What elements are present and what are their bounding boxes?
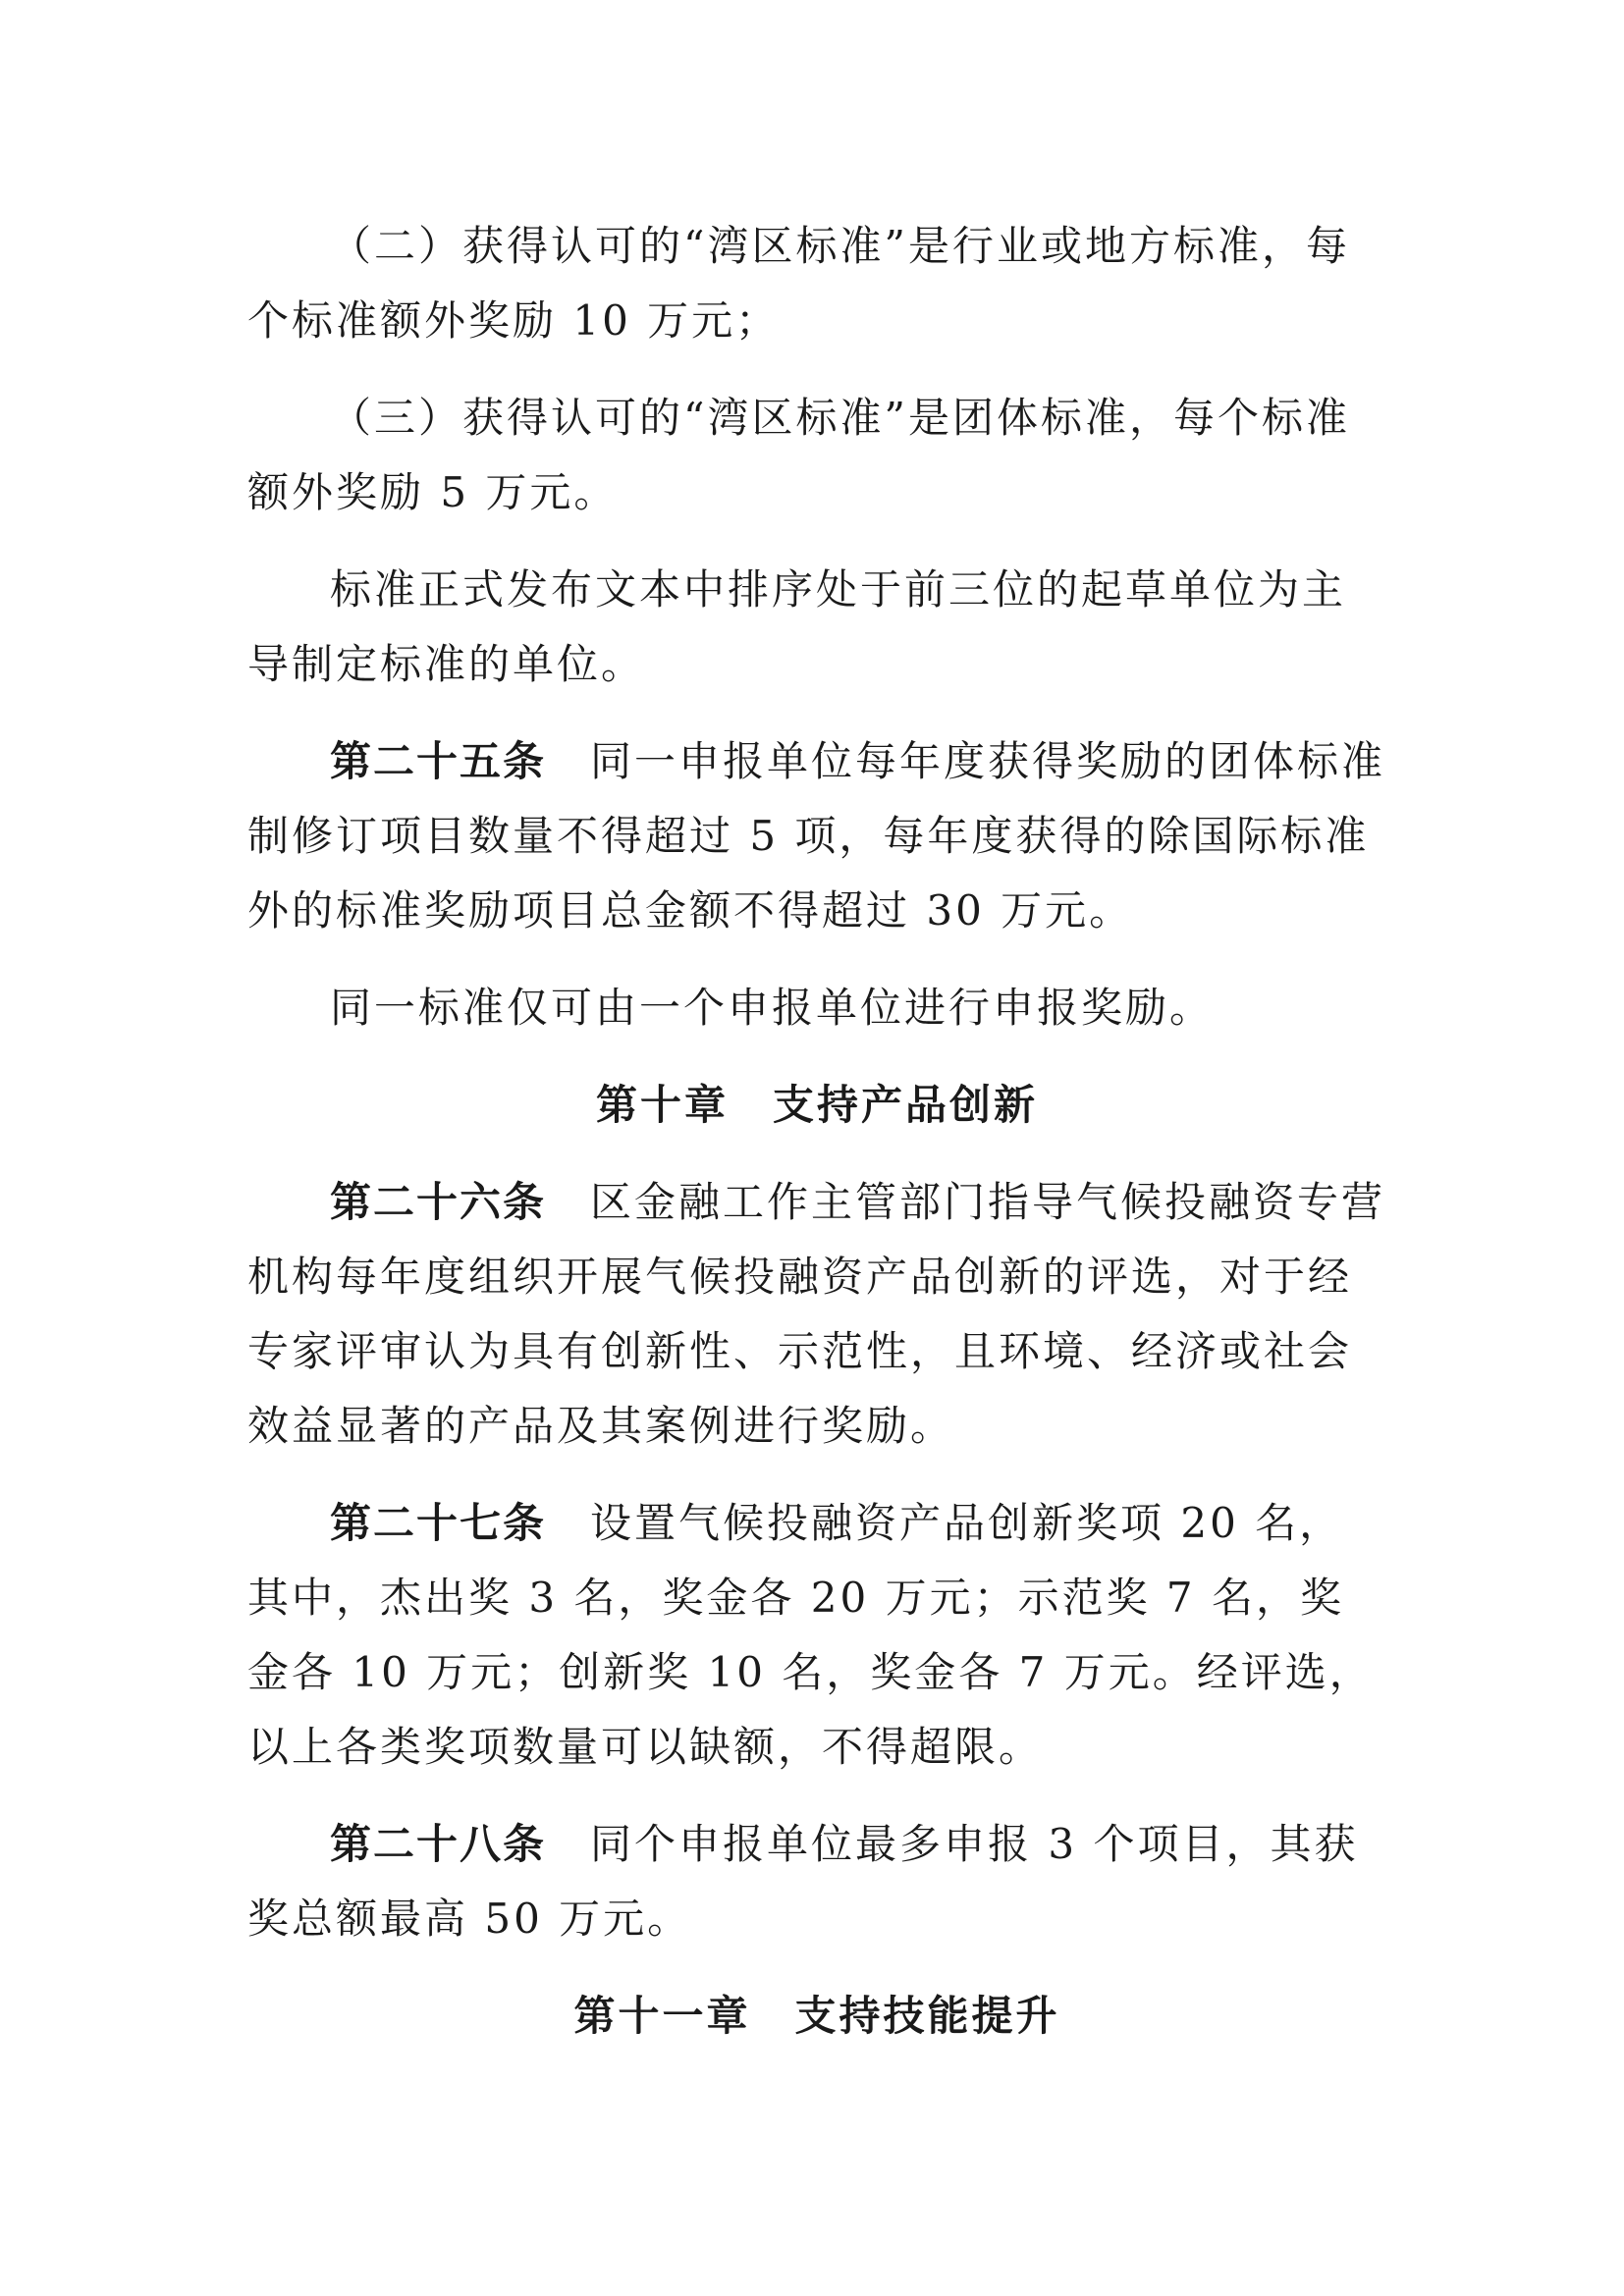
article-27: [247, 1486, 1386, 1785]
paragraph-single-applicant: 同一标准仅可由一个申报单位进行申报奖励。: [330, 984, 1215, 1032]
paragraph-lead-drafter: 标准正式发布文本中排序处于前三位的起草单位为主导制定标准的单位。: [247, 565, 1347, 688]
paragraph-clause-3: （三）获得认可的“湾区标准”是团体标准，每个标准额外奖励 5 万元。: [247, 394, 1350, 516]
article-26-text: 区金融工作主管部门指导气候投融资专营机构每年度组织开展气候投融资产品创新的评选，对于经专家评审认为具有创新性、示范性，且环境、经济或社会效益显著的产品及其案例进行奖励。: [247, 1178, 1386, 1450]
article-28: [247, 1807, 1386, 1956]
article-25: [247, 724, 1386, 948]
chapter-10-heading: 第十章 支持产品创新: [595, 1081, 1038, 1129]
document-body: [247, 209, 1386, 2076]
article-28-text: 同个申报单位最多申报 3 个项目，其获奖总额最高 50 万元。: [247, 1820, 1359, 1943]
article-27-number: 第二十七条: [330, 1499, 547, 1547]
chapter-11-heading: 第十一章 支持技能提升: [573, 1992, 1060, 2040]
article-27-text: 设置气候投融资产品创新奖项 20 名，其中，杰出奖 3 名，奖金各 20 万元；示范奖 7 名，奖金各 10 万元；创新奖 10 名，奖金各 7 万元。经评选，以上各类奖项数量可以缺额，不得超限。: [247, 1499, 1374, 1771]
article-26-gap: [546, 1178, 590, 1226]
article-25-gap: [546, 737, 590, 785]
article-28-number: 第二十八条: [330, 1820, 547, 1868]
article-26-number: 第二十六条: [330, 1178, 547, 1226]
article-28-gap: [546, 1820, 590, 1868]
article-25-number: 第二十五条: [330, 737, 547, 785]
article-27-gap: [546, 1499, 590, 1547]
article-25-text: 同一申报单位每年度获得奖励的团体标准制修订项目数量不得超过 5 项，每年度获得的除国际标准外的标准奖励项目总金额不得超过 30 万元。: [247, 737, 1386, 934]
paragraph-clause-2: （二）获得认可的“湾区标准”是行业或地方标准，每个标准额外奖励 10 万元；: [247, 222, 1350, 345]
article-26: [247, 1165, 1386, 1464]
